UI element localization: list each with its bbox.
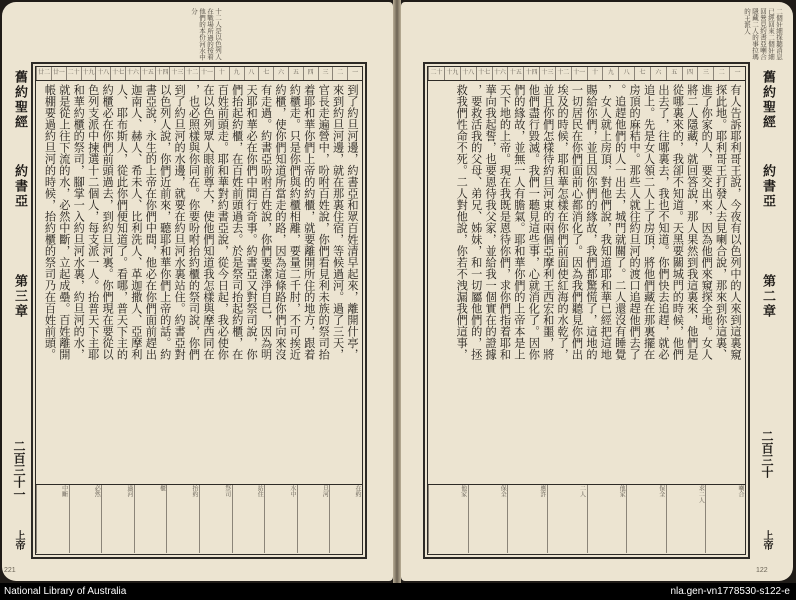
right-side-mark: 上帝	[761, 530, 772, 550]
column-number: 六	[650, 67, 666, 80]
column-number: 七	[258, 67, 273, 80]
text-column: 天耶和華必在你們中間行奇事。約書亞又對祭司說，你	[245, 84, 259, 360]
top-note: 十二人是	[214, 8, 222, 34]
column-number: 十六	[125, 67, 140, 80]
right-page-number: 二百三十	[760, 430, 774, 478]
column-number: 二	[332, 67, 347, 80]
column-number: 十四	[523, 67, 539, 80]
right-chapter: 第二章	[760, 274, 775, 319]
left-side-mark: 上帝	[13, 530, 24, 550]
column-number: 十一	[571, 67, 587, 80]
text-column: 迦南人、赫人、希未人、比利洗人、革迦撒人、亞摩利	[129, 84, 143, 360]
column-number: 十	[214, 67, 229, 80]
column-number: 四	[682, 67, 698, 80]
text-column: 有走過。約書亞吩咐百姓說，你們要潔淨自己，因為明	[259, 84, 273, 360]
right-top-notes	[663, 8, 783, 60]
bottom-note: 必然	[69, 485, 102, 553]
bottom-note: 櫃	[134, 485, 167, 553]
text-column: 們的緣故，並無一人有膽氣。耶和華你們的上帝本是上	[512, 84, 526, 360]
text-column: 有人告訴耶利哥王說，今夜有以色列中的人來到這裏窺	[729, 84, 742, 360]
column-number: 五	[666, 67, 682, 80]
text-column: 約櫃走。只是你們與約櫃相離，要量二千肘，不可挨近	[288, 84, 302, 360]
left-small-page-number: 221	[4, 567, 16, 574]
top-note: 所過的	[206, 27, 214, 47]
bottom-note: 喇合	[705, 485, 745, 553]
column-number: 十四	[155, 67, 170, 80]
column-number: 十七	[110, 67, 125, 80]
right-page	[401, 2, 793, 581]
left-page	[2, 2, 393, 581]
column-number: 七	[634, 67, 650, 80]
text-column: ，也必照樣與你同在。你要吩咐抬約櫃的祭司說，你們	[187, 84, 201, 360]
text-column: 人、耶布斯人，從此你們便知道了。看哪，普天下主的	[115, 84, 129, 360]
right-running-title: 舊約聖經	[760, 70, 775, 130]
text-column: 探此地。耶利哥王打發人去見喇合說，那來到你這裏、	[714, 84, 728, 360]
top-note: 按着他們	[198, 8, 214, 60]
bottom-note: 保全	[626, 485, 666, 553]
column-number: 十八	[95, 67, 110, 80]
column-number: 十七	[476, 67, 492, 80]
text-column: 書亞說，永生的上帝在你們中間，他必在你們面前趕出	[144, 84, 158, 360]
column-number: 二十	[428, 67, 444, 80]
text-column: 約櫃，使你們知道所當走的路，因為這條路你們向來沒	[273, 84, 287, 360]
text-column: ，要救活我的父母、弟兄、姊妹，和一切屬他們的，拯	[469, 84, 483, 360]
top-note: 的本份	[198, 21, 206, 41]
text-column: 救我們性命不死。二人對他說，你若不洩漏我們這事，	[455, 84, 469, 360]
bottom-note: 二人	[547, 485, 587, 553]
footer-right-id: nla.gen-vn1778530-s122-e	[670, 586, 790, 597]
column-number: 八	[618, 67, 634, 80]
column-number: 二十	[66, 67, 81, 80]
text-column: 到了約旦河邊，約書亞和眾百姓清早起來，離開什亭，	[346, 84, 359, 360]
column-number: 四	[303, 67, 318, 80]
column-number: 十三	[169, 67, 184, 80]
text-column: 從哪裏來的，我卻不知道。天黑要關城門的時候，他們	[671, 84, 685, 360]
text-column: 埃及的時候，耶和華怎樣在你們前面使紅海的水乾了，	[556, 84, 570, 360]
bottom-note: 保全	[468, 485, 508, 553]
right-column-header-row	[428, 67, 745, 81]
column-number: 八	[244, 67, 259, 80]
text-column: 並且你們怎樣待約旦河東的兩個亞摩利王西宏和噩，將	[541, 84, 555, 360]
column-number: 廿一	[51, 67, 66, 80]
top-note: 在戰場	[206, 8, 214, 28]
text-column: ，女人就上房頂，對他們說，我知道耶和華已經把這地	[599, 84, 613, 360]
column-number: 三	[697, 67, 713, 80]
text-column: 帳棚要過約旦河的時候，抬約櫃的祭司乃在百姓前頭。	[43, 84, 57, 360]
bottom-note: 祭司	[199, 485, 232, 553]
text-column: 來到約旦河邊，就在那裏住宿，等候過河。過了三天，	[331, 84, 345, 360]
column-number: 六	[273, 67, 288, 80]
column-number: 二	[713, 67, 729, 80]
top-note: 王派人	[743, 14, 751, 34]
footer-left-credit: National Library of Australia	[4, 586, 127, 597]
text-column: 以色列人說，你們近前來，聽耶和華你們上帝的話。約	[158, 84, 172, 360]
text-column: 官長走遍營中，吩咐百姓說，你們看見利未族的祭司抬	[317, 84, 331, 360]
text-column: 和華約櫃的祭司，腳掌一入約旦河水裏，約旦河的水，	[72, 84, 86, 360]
bottom-note: 應許	[507, 485, 547, 553]
top-note: 中分	[190, 8, 206, 60]
right-note-row	[428, 484, 745, 553]
column-number: 十九	[81, 67, 96, 80]
text-column: 天下地的上帝。現在我既是恩待你們，求你們指着耶和	[498, 84, 512, 360]
bottom-note: 求二人	[666, 485, 706, 553]
column-number: 三	[318, 67, 333, 80]
left-column-header-row	[36, 67, 362, 81]
bottom-note: 在約	[329, 485, 362, 553]
left-body-text	[39, 84, 359, 479]
text-column: 在以色列眾人眼前尊大，使他們知道我怎樣與摩西同在	[201, 84, 215, 360]
column-number: 一	[347, 67, 362, 80]
bottom-note: 他家	[428, 485, 468, 553]
column-number: 九	[229, 67, 244, 80]
column-number: 十五	[140, 67, 155, 80]
left-book-title: 約書亞	[12, 164, 27, 209]
text-column: 一切居民在你們面前心都消化了。因為我們聽見你們出	[570, 84, 584, 360]
text-column: 。追趕他們的人一出去，城門就關了。二人還沒有睡覺	[613, 84, 627, 360]
column-number: 十八	[460, 67, 476, 80]
top-note: 探聽消息	[775, 34, 783, 60]
bottom-note: 中斷	[36, 485, 69, 553]
text-column: 進了你家的人，要交出來，因為他們來窺探全地。女人	[700, 84, 714, 360]
text-column: 着耶和華你們上帝的約櫃，就要離開所住的地方，跟着	[302, 84, 316, 360]
text-column: 華向我起誓，也要恩待我父家，並給我一個實在的證據	[484, 84, 498, 360]
top-note: 河水	[198, 40, 206, 54]
text-column: 追上。先是女人領二人上了房頂，將他們藏在那裏擺在	[642, 84, 656, 360]
text-column: 賜給你們，並且因你們的緣故，我們都驚慌了，這地的	[584, 84, 598, 360]
left-top-notes	[42, 8, 222, 60]
text-column: 約櫃必在你們前頭過去，到約旦河裏。你們現在要從以	[101, 84, 115, 360]
top-note: 已經回來	[767, 8, 775, 34]
top-note: 的事	[751, 34, 759, 47]
left-page-number: 二百三十一	[12, 440, 26, 500]
column-number: 十五	[507, 67, 523, 80]
column-number: 十三	[539, 67, 555, 80]
bottom-note: 過河	[101, 485, 134, 553]
top-note: 以色列人	[214, 34, 222, 60]
text-column: 就是從上往下流的水，必然中斷，立起成壘。百姓離開	[57, 84, 71, 360]
bottom-note: 站住	[232, 485, 265, 553]
column-number: 一	[729, 67, 745, 80]
column-number: 十一	[199, 67, 214, 80]
text-column: 色列支派中揀選十二個人，每支派一人。抬普天下主耶	[86, 84, 100, 360]
bottom-note: 水中	[264, 485, 297, 553]
text-column: 們抬起約櫃，在百姓前頭過去。於是祭司抬起約櫃，在	[230, 84, 244, 360]
footer-bar	[0, 583, 796, 600]
bottom-note: 他家	[587, 485, 627, 553]
book-gutter	[393, 0, 401, 583]
right-small-page-number: 122	[756, 567, 768, 574]
top-note: 回營見約	[759, 8, 767, 34]
text-column: 百姓前頭走。耶和華對約書亞說，從今日起，我必使你	[216, 84, 230, 360]
column-number: 十	[587, 67, 603, 80]
bottom-note: 抬約	[166, 485, 199, 553]
text-column: 他們盡行毀滅。我們一聽見這些事，心就消化了。因你	[527, 84, 541, 360]
text-column: 到了約旦河的水邊，就要在約旦河水裏站住。約書亞對	[173, 84, 187, 360]
column-number: 十九	[444, 67, 460, 80]
text-column: 房頂的麻秸中。那些人就往約旦河的渡口追趕他們去了	[628, 84, 642, 360]
bottom-note: 旦河	[297, 485, 330, 553]
left-running-title: 舊約聖經	[12, 70, 27, 130]
column-number: 十二	[184, 67, 199, 80]
column-number: 五	[288, 67, 303, 80]
left-chapter: 第三章	[12, 274, 27, 319]
text-column: 出去了，往哪裏去，我也不知道。你們快去追趕，就必	[656, 84, 670, 360]
column-number: 廿二	[36, 67, 51, 80]
column-number: 十二	[555, 67, 571, 80]
right-text-frame	[423, 62, 750, 559]
top-note: 二個奸細	[775, 8, 783, 34]
top-note: 喇合	[759, 47, 767, 60]
top-note: 拉瑪的	[743, 8, 759, 60]
top-note: 隱藏二人	[751, 8, 759, 34]
left-note-row	[36, 484, 362, 553]
right-body-text	[431, 84, 742, 479]
column-number: 十六	[492, 67, 508, 80]
text-column: 將二人隱藏，就回答說，那人果然到我這裏來，他們是	[685, 84, 699, 360]
column-number: 九	[602, 67, 618, 80]
top-note: 二個奸細	[767, 34, 775, 60]
left-text-frame	[31, 62, 367, 559]
right-book-title: 約書亞	[760, 164, 775, 209]
top-note: 書亞	[759, 34, 767, 47]
